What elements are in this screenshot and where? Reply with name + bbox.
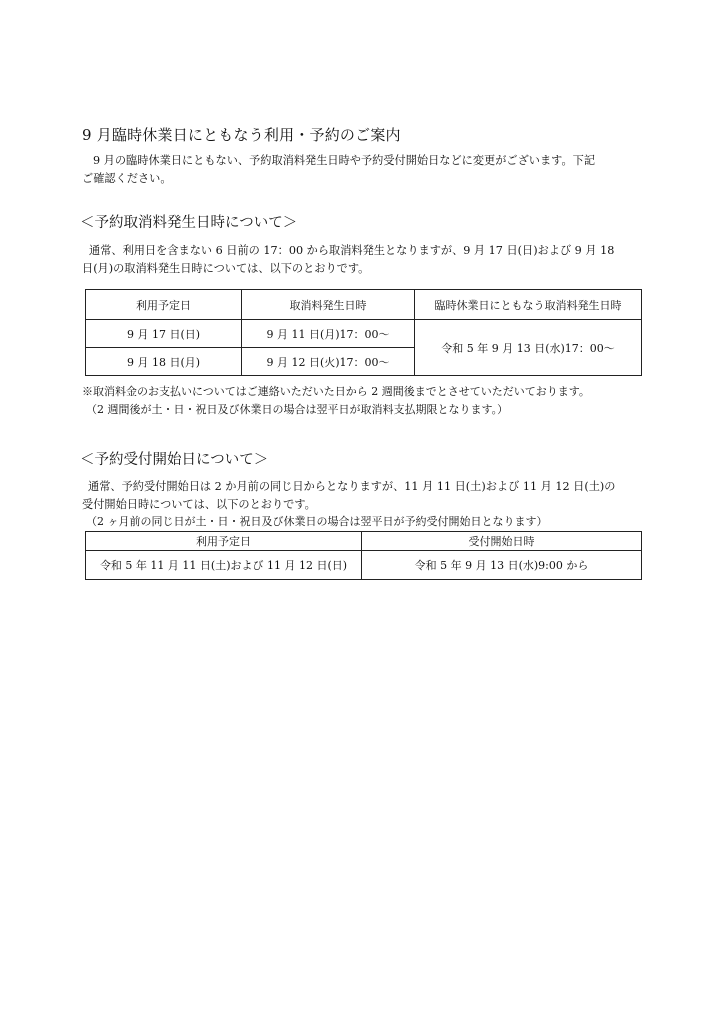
table-cell: 令和 5 年 11 月 11 日(土)および 11 月 12 日(日) (86, 551, 362, 580)
column-header: 利用予定日 (86, 532, 362, 551)
cancellation-heading: ＜予約取消料発生日時について＞ (80, 215, 298, 231)
table-header-row (86, 290, 642, 320)
reservation-table (85, 531, 642, 580)
table-cell: 令和 5 年 9 月 13 日(水)9:00 から (362, 551, 642, 580)
payment-note: ※取消料金のお支払いについてはご連絡いただいた日から 2 週間後までとさせていただいております。 (82, 385, 590, 398)
reservation-note: （2 ヶ月前の同じ日が土・日・祝日及び休業日の場合は翌平日が予約受付開始日となります） (86, 515, 548, 528)
table-row (86, 320, 642, 348)
cancellation-paragraph (82, 242, 652, 278)
intro-line: 9 月の臨時休業日にともない、予約取消料発生日時や予約受付開始日などに変更がございます。下記 (93, 154, 596, 167)
column-header: 受付開始日時 (362, 532, 642, 551)
column-header: 取消料発生日時 (242, 290, 415, 320)
reservation-body-line: 通常、予約受付開始日は 2 か月前の同じ日からとなりますが、11 月 11 日(土)および 11 月 12 日(土)の (88, 480, 616, 493)
cancellation-body-line: 日(月)の取消料発生日時については、以下のとおりです。 (82, 262, 370, 275)
table-cell: 9 月 18 日(月) (86, 348, 242, 376)
reservation-paragraph (82, 478, 652, 514)
payment-note: （2 週間後が土・日・祝日及び休業日の場合は翌平日が取消料支払期限となります。） (86, 403, 509, 416)
reservation-heading: ＜予約受付開始日について＞ (80, 452, 269, 468)
table-cell: 9 月 17 日(日) (86, 320, 242, 348)
intro-paragraph (82, 152, 652, 188)
table-header-row (86, 532, 642, 551)
cancellation-body-line: 通常、利用日を含まない 6 日前の 17：00 から取消料発生となりますが、9 月 17 日(日)および 9 月 18 (89, 244, 615, 257)
column-header: 利用予定日 (86, 290, 242, 320)
column-header: 臨時休業日にともなう取消料発生日時 (415, 290, 642, 320)
reservation-body-line: 受付開始日時については、以下のとおりです。 (82, 498, 316, 511)
table-row (86, 551, 642, 580)
cancellation-table (85, 289, 642, 376)
table-cell: 9 月 12 日(火)17：00～ (242, 348, 415, 376)
intro-line: ご確認ください。 (82, 172, 172, 185)
page-title: 9 月臨時休業日にともなう利用・予約のご案内 (82, 126, 401, 144)
table-cell: 9 月 11 日(月)17：00～ (242, 320, 415, 348)
merged-table-cell: 令和 5 年 9 月 13 日(水)17：00～ (415, 320, 642, 376)
